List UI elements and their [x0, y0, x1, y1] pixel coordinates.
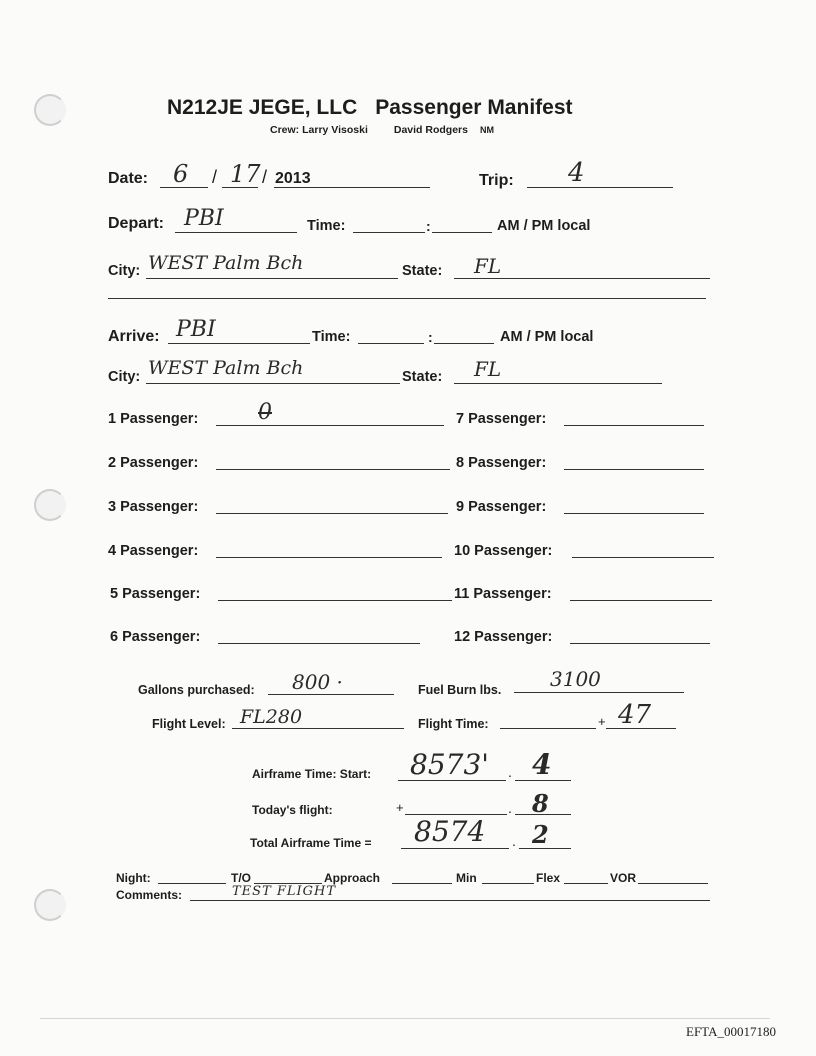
arrive-time-label: Time: [312, 329, 351, 345]
passenger-10-label: 10 Passenger: [454, 543, 553, 559]
fuel-burn-label: Fuel Burn lbs. [418, 683, 502, 697]
passenger-10-line [572, 557, 714, 558]
arrive-time-colon: : [428, 329, 433, 345]
passenger-4-label: 4 Passenger: [108, 543, 199, 559]
flex-label: Flex [536, 871, 561, 885]
flight-time-label: Flight Time: [418, 717, 489, 731]
passenger-7-label: 7 Passenger: [456, 411, 547, 427]
passenger-11-label: 11 Passenger: [454, 586, 552, 602]
trip-label: Trip: [479, 172, 514, 189]
depart-state-line [454, 278, 710, 279]
night-line [158, 883, 226, 884]
arrive-city-value: WEST Palm Bch [148, 357, 304, 379]
depart-time-label: Time: [307, 218, 346, 234]
passenger-5-label: 5 Passenger: [110, 586, 201, 602]
depart-state-value: FL [474, 254, 502, 278]
total-airframe-label: Total Airframe Time = [250, 836, 372, 850]
date-separator-1: / [212, 167, 218, 187]
gallons-line [268, 694, 394, 695]
gallons-label: Gallons purchased: [138, 683, 255, 697]
arrive-label: Arrive: [108, 328, 160, 345]
passenger-8-line [564, 469, 704, 470]
today-flight-dot: . [508, 800, 512, 816]
passenger-7-line [564, 425, 704, 426]
arrive-state-value: FL [474, 357, 502, 381]
manifest-title [167, 96, 573, 120]
total-airframe-dot: . [512, 833, 516, 849]
passenger-9-label: 9 Passenger: [456, 499, 547, 515]
document-id: EFTA_00017180 [686, 1024, 776, 1039]
arrive-state-line [454, 383, 662, 384]
date-month-value: 6 [173, 160, 189, 188]
gallons-value: 800 · [292, 670, 343, 694]
depart-state-label: State: [402, 263, 443, 279]
passenger-3-line [216, 513, 448, 514]
fuel-burn-line [514, 692, 684, 693]
passenger-11-line [570, 600, 712, 601]
comments-label: Comments: [116, 888, 183, 902]
arrive-line [168, 343, 310, 344]
passenger-1-line [216, 425, 444, 426]
crew-member-1: Larry Visoski [302, 124, 368, 136]
arrive-value: PBI [176, 317, 216, 342]
flight-time-plus: + [598, 714, 606, 729]
flight-level-value: FL280 [240, 706, 303, 728]
date-label: Date: [108, 170, 149, 187]
passenger-12-label: 12 Passenger: [454, 629, 553, 645]
depart-value: PBI [184, 206, 224, 231]
binder-hole-middle [34, 489, 66, 521]
flight-time-value: 47 [618, 700, 652, 730]
depart-city-line [146, 278, 398, 279]
date-day-value: 17 [230, 160, 261, 188]
depart-line [175, 232, 297, 233]
company-name: N212JE JEGE, LLC [167, 96, 358, 119]
binder-hole-bottom [34, 889, 66, 921]
passenger-6-line [218, 643, 420, 644]
passenger-6-label: 6 Passenger: [110, 629, 201, 645]
date-separator-2: / [262, 167, 268, 187]
flight-time-line [500, 728, 596, 729]
total-airframe-tenth: 2 [532, 820, 549, 849]
depart-label: Depart: [108, 215, 165, 232]
crew-member-2-suffix: NM [479, 125, 494, 135]
passenger-4-line [216, 557, 442, 558]
passenger-9-line [564, 513, 704, 514]
depart-ampm: AM / PM local [497, 218, 591, 234]
depart-time-minute-line [432, 232, 492, 233]
min-label: Min [456, 871, 477, 885]
depart-city-label: City: [108, 263, 141, 279]
vor-line [638, 883, 708, 884]
comments-line [190, 900, 710, 901]
document-title: Passenger Manifest [375, 96, 573, 119]
binder-hole-top [34, 94, 66, 126]
airframe-start-dot: . [508, 764, 512, 780]
depart-time-hour-line [353, 232, 425, 233]
vor-label: VOR [610, 871, 637, 885]
approach-label: Approach [324, 871, 381, 885]
crew-label: Crew: [270, 124, 300, 136]
passenger-5-line [218, 600, 452, 601]
passenger-2-label: 2 Passenger: [108, 455, 199, 471]
arrive-time-minute-line [434, 343, 494, 344]
passenger-1-label: 1 Passenger: [108, 411, 199, 427]
today-flight-plus: + [396, 800, 404, 815]
airframe-start-value: 8573' [410, 748, 489, 781]
airframe-start-label: Airframe Time: Start: [252, 767, 372, 781]
airframe-start-tenth: 4 [532, 748, 552, 781]
date-year-line [274, 187, 430, 188]
flight-level-label: Flight Level: [152, 717, 226, 731]
today-flight-label: Today's flight: [252, 803, 333, 817]
total-airframe-value: 8574 [414, 815, 486, 848]
crew-line [270, 124, 494, 136]
flex-line [564, 883, 608, 884]
depart-city-value: WEST Palm Bch [148, 252, 304, 274]
depart-time-colon: : [426, 218, 431, 234]
flight-level-line [232, 728, 404, 729]
approach-line [392, 883, 452, 884]
arrive-city-line [146, 383, 400, 384]
passenger-12-line [570, 643, 710, 644]
passenger-8-label: 8 Passenger: [456, 455, 547, 471]
fuel-burn-value: 3100 [550, 667, 601, 691]
today-flight-tenth: 8 [532, 789, 549, 818]
arrive-city-label: City: [108, 369, 141, 385]
page-bottom-edge [40, 1018, 770, 1019]
total-airframe-line [401, 848, 509, 849]
arrive-ampm: AM / PM local [500, 329, 594, 345]
passenger-3-label: 3 Passenger: [108, 499, 199, 515]
date-year: 2013 [275, 170, 311, 187]
min-line [482, 883, 534, 884]
trip-value: 4 [568, 158, 585, 188]
trip-line [527, 187, 673, 188]
comments-value: TEST FLIGHT [232, 884, 337, 899]
takeoff-label: T/O [231, 871, 251, 885]
night-label: Night: [116, 871, 151, 885]
depart-extra-line [108, 298, 706, 299]
arrive-state-label: State: [402, 369, 443, 385]
arrive-time-hour-line [358, 343, 424, 344]
crew-member-2: David Rodgers [393, 124, 468, 136]
passenger-2-line [216, 469, 450, 470]
passenger-1-value: 0 [258, 400, 272, 425]
